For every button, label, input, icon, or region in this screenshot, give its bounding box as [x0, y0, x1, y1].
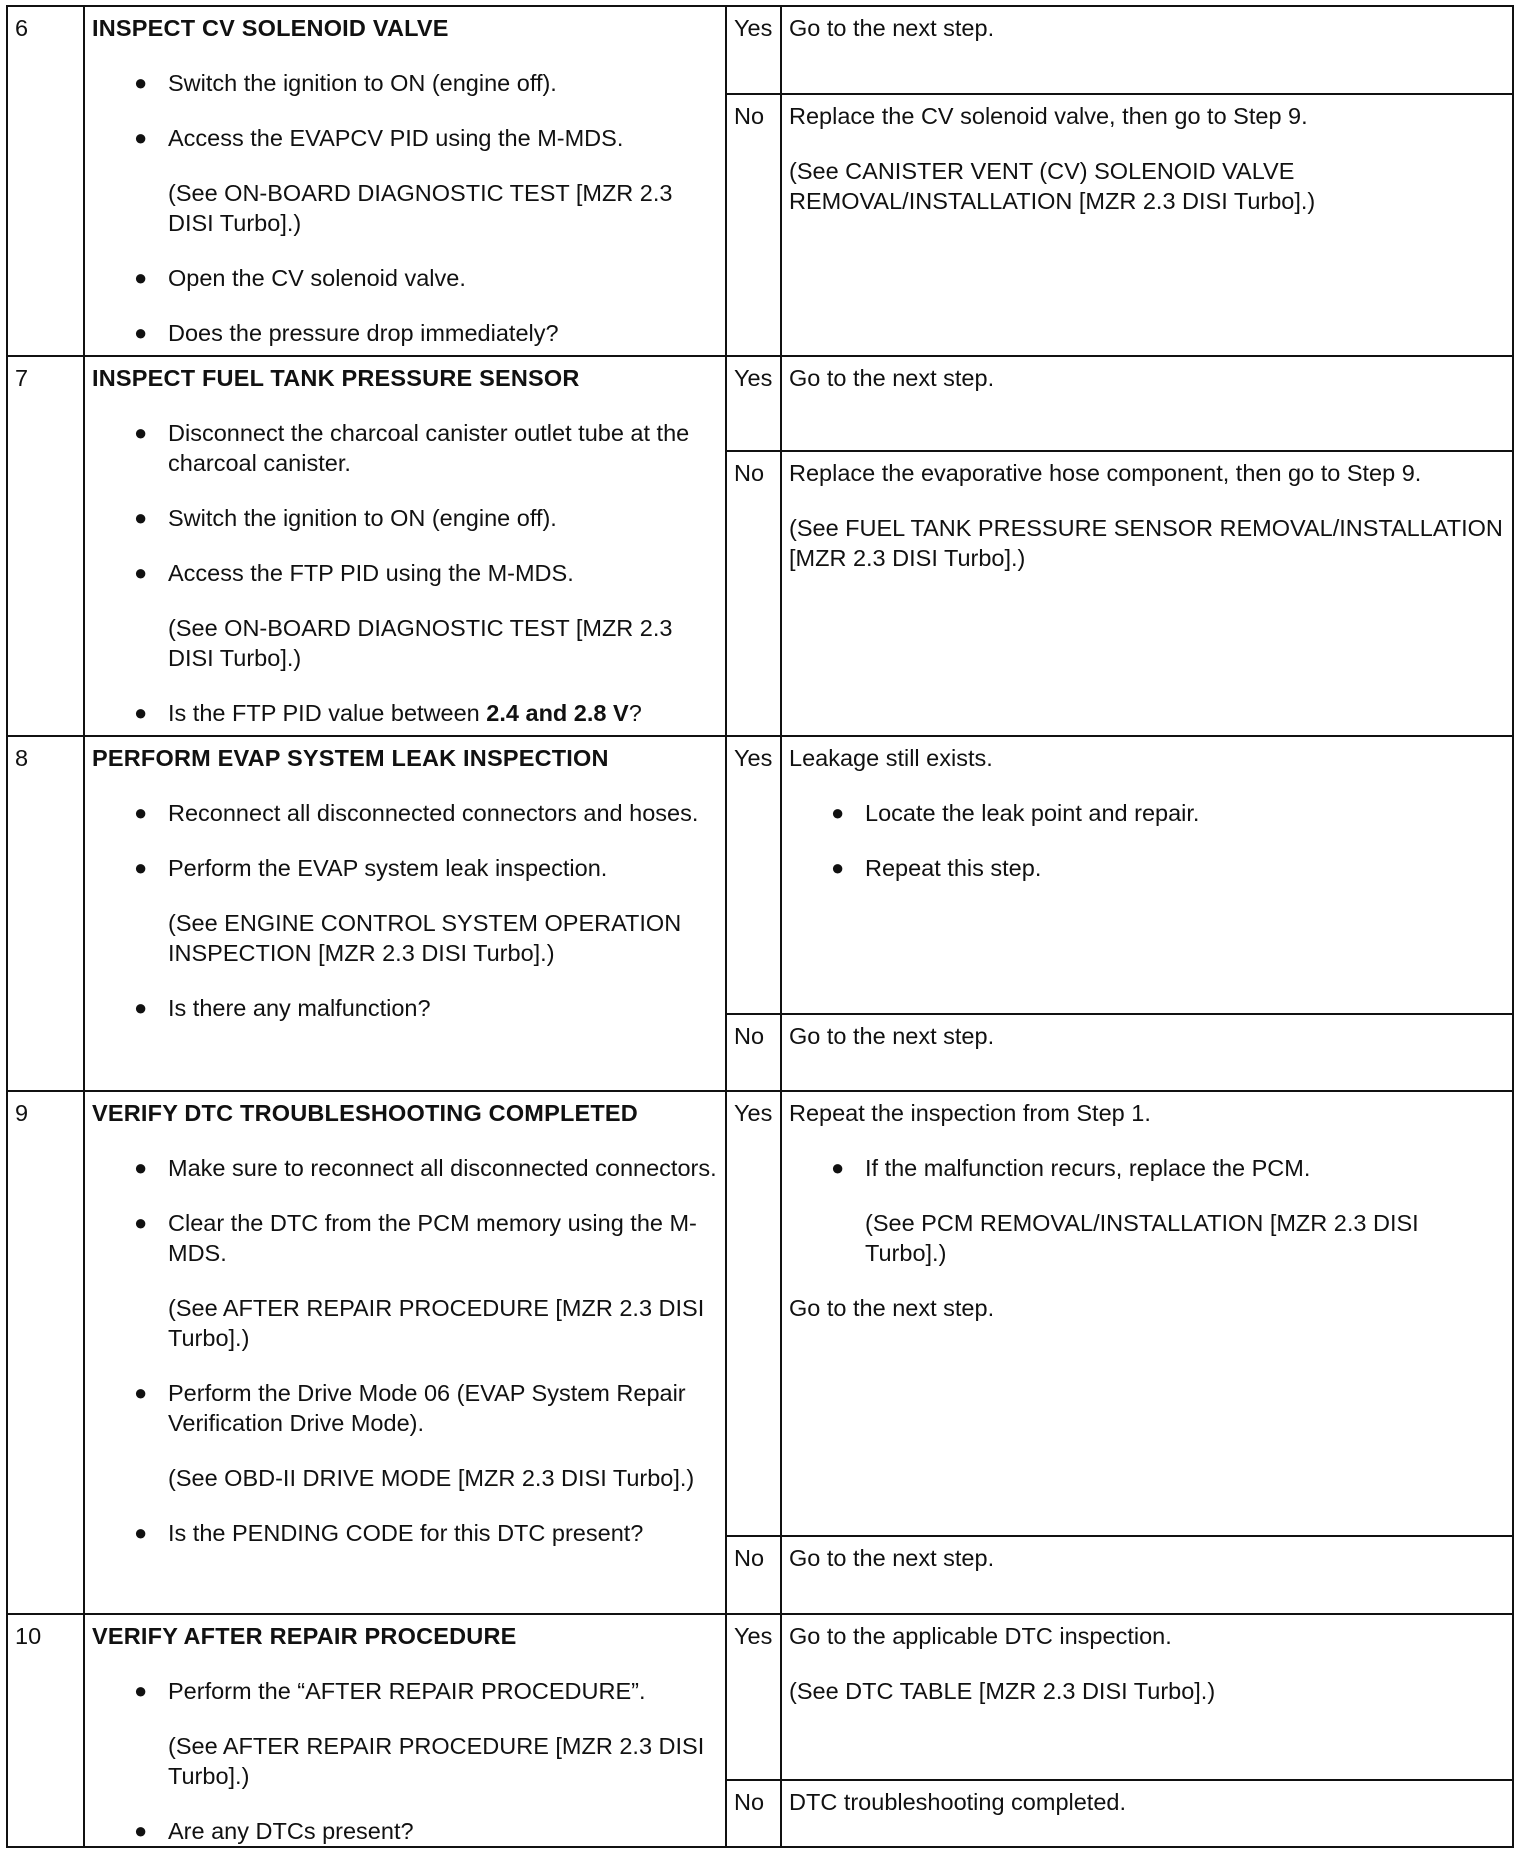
- no-result: Go to the next step.: [781, 1536, 1513, 1614]
- bullet-icon: ●: [134, 265, 148, 290]
- step-7-row: [7, 356, 1513, 451]
- list-item: ● Access the EVAPCV PID using the M-MDS.: [134, 125, 624, 151]
- yes-label: Yes: [726, 1091, 781, 1536]
- bullet-icon: ●: [134, 1380, 148, 1405]
- step-number: 7: [7, 356, 84, 736]
- step-number: 8: [7, 736, 84, 1091]
- step-title: VERIFY AFTER REPAIR PROCEDURE: [92, 1623, 517, 1649]
- step-number: 6: [7, 6, 84, 356]
- list-item: ● Perform the Drive Mode 06 (EVAP System Repair Verification Drive Mode).: [134, 1380, 686, 1436]
- bullet-icon: ●: [134, 1818, 148, 1843]
- list-item: ● Switch the ignition to ON (engine off).: [134, 505, 557, 531]
- reference-link: (See ON-BOARD DIAGNOSTIC TEST [MZR 2.3 DISI Turbo].): [168, 615, 673, 671]
- bullet-icon: ●: [134, 125, 148, 150]
- yes-result: Go to the applicable DTC inspection. (See DTC TABLE [MZR 2.3 DISI Turbo].): [781, 1614, 1513, 1780]
- bullet-icon: ●: [134, 505, 148, 530]
- yes-result: Leakage still exists. ● Locate the leak point and repair. ● Repeat this step.: [781, 736, 1513, 1014]
- step-number: 9: [7, 1091, 84, 1614]
- step-number: 10: [7, 1614, 84, 1847]
- no-label: No: [726, 1780, 781, 1847]
- bullet-icon: ●: [134, 560, 148, 585]
- step-title: INSPECT FUEL TANK PRESSURE SENSOR: [92, 365, 580, 391]
- list-item: ● Does the pressure drop immediately?: [134, 320, 559, 346]
- step-10-action: [84, 1614, 726, 1847]
- bullet-icon: ●: [134, 1155, 148, 1180]
- yes-label: Yes: [726, 1614, 781, 1780]
- reference-link: (See FUEL TANK PRESSURE SENSOR REMOVAL/INSTALLATION [MZR 2.3 DISI Turbo].): [789, 515, 1503, 571]
- list-item: ● Perform the EVAP system leak inspection.: [134, 855, 608, 881]
- bullet-icon: ●: [134, 1678, 148, 1703]
- list-item: ● Is the FTP PID value between 2.4 and 2.8 V?: [134, 700, 642, 726]
- reference-link: (See OBD-II DRIVE MODE [MZR 2.3 DISI Turbo].): [168, 1465, 695, 1491]
- bullet-icon: ●: [134, 700, 148, 725]
- list-item: ● Open the CV solenoid valve.: [134, 265, 466, 291]
- list-item: ● Locate the leak point and repair.: [831, 800, 1200, 826]
- diagnostic-steps-table: [6, 5, 1514, 1848]
- reference-link: (See ENGINE CONTROL SYSTEM OPERATION INSPECTION [MZR 2.3 DISI Turbo].): [168, 910, 682, 966]
- no-label: No: [726, 1014, 781, 1091]
- no-label: No: [726, 451, 781, 736]
- step-6-row: [7, 6, 1513, 94]
- bullet-icon: ●: [134, 855, 148, 880]
- step-10-row: [7, 1614, 1513, 1780]
- bullet-icon: ●: [831, 800, 845, 825]
- bullet-icon: ●: [134, 1520, 148, 1545]
- reference-link: (See DTC TABLE [MZR 2.3 DISI Turbo].): [789, 1678, 1216, 1704]
- reference-link: (See AFTER REPAIR PROCEDURE [MZR 2.3 DISI Turbo].): [168, 1733, 705, 1789]
- no-label: No: [726, 1536, 781, 1614]
- list-item: ● If the malfunction recurs, replace the PCM.: [831, 1155, 1311, 1181]
- list-item: ● Make sure to reconnect all disconnected connectors.: [134, 1155, 717, 1181]
- no-result: Replace the CV solenoid valve, then go to Step 9. (See CANISTER VENT (CV) SOLENOID VALVE REMOVAL/INSTALLATION [MZR 2.3 DISI Turbo].): [781, 94, 1513, 356]
- reference-link: (See CANISTER VENT (CV) SOLENOID VALVE REMOVAL/INSTALLATION [MZR 2.3 DISI Turbo].): [789, 158, 1316, 214]
- bullet-icon: ●: [134, 995, 148, 1020]
- step-8-row: [7, 736, 1513, 1014]
- yes-label: Yes: [726, 6, 781, 94]
- list-item: ● Is there any malfunction?: [134, 995, 431, 1021]
- list-item: ● Reconnect all disconnected connectors and hoses.: [134, 800, 699, 826]
- step-title: PERFORM EVAP SYSTEM LEAK INSPECTION: [92, 745, 609, 771]
- voltage-range: 2.4 and 2.8 V: [486, 700, 629, 726]
- bullet-icon: ●: [134, 800, 148, 825]
- bullet-icon: ●: [134, 420, 148, 445]
- no-result: Go to the next step.: [781, 1014, 1513, 1091]
- yes-label: Yes: [726, 736, 781, 1014]
- step-9-row: [7, 1091, 1513, 1536]
- list-item: ● Are any DTCs present?: [134, 1818, 414, 1844]
- step-9-action: [84, 1091, 726, 1614]
- reference-link: (See ON-BOARD DIAGNOSTIC TEST [MZR 2.3 DISI Turbo].): [168, 180, 673, 236]
- reference-link: (See PCM REMOVAL/INSTALLATION [MZR 2.3 DISI Turbo].): [865, 1210, 1419, 1266]
- step-title: VERIFY DTC TROUBLESHOOTING COMPLETED: [92, 1100, 638, 1126]
- bullet-icon: ●: [134, 70, 148, 95]
- yes-result: Go to the next step.: [781, 356, 1513, 451]
- yes-result: Repeat the inspection from Step 1. ● If the malfunction recurs, replace the PCM. (See PCM REMOVAL/INSTALLATION [MZR 2.3 DISI Turbo].) Go to the next step.: [781, 1091, 1513, 1536]
- list-item: ● Is the PENDING CODE for this DTC present?: [134, 1520, 644, 1546]
- bullet-icon: ●: [831, 855, 845, 880]
- step-8-action: [84, 736, 726, 1091]
- list-item: ● Switch the ignition to ON (engine off).: [134, 70, 557, 96]
- bullet-icon: ●: [134, 320, 148, 345]
- list-item: ● Access the FTP PID using the M-MDS.: [134, 560, 574, 586]
- yes-result: Go to the next step.: [781, 6, 1513, 94]
- list-item: ● Perform the “AFTER REPAIR PROCEDURE”.: [134, 1678, 646, 1704]
- step-6-action: [84, 6, 726, 356]
- no-label: No: [726, 94, 781, 356]
- reference-link: (See AFTER REPAIR PROCEDURE [MZR 2.3 DISI Turbo].): [168, 1295, 705, 1351]
- step-7-action: [84, 356, 726, 736]
- step-title: INSPECT CV SOLENOID VALVE: [92, 15, 449, 41]
- list-item: ● Repeat this step.: [831, 855, 1042, 881]
- bullet-icon: ●: [134, 1210, 148, 1235]
- bullet-icon: ●: [831, 1155, 845, 1180]
- no-result: DTC troubleshooting completed.: [781, 1780, 1513, 1847]
- list-item: ● Disconnect the charcoal canister outlet tube at the charcoal canister.: [134, 420, 690, 476]
- yes-label: Yes: [726, 356, 781, 451]
- no-result: Replace the evaporative hose component, then go to Step 9. (See FUEL TANK PRESSURE SENSOR REMOVAL/INSTALLATION [MZR 2.3 DISI Turbo].): [781, 451, 1513, 736]
- list-item: ● Clear the DTC from the PCM memory using the M-MDS.: [134, 1210, 697, 1266]
